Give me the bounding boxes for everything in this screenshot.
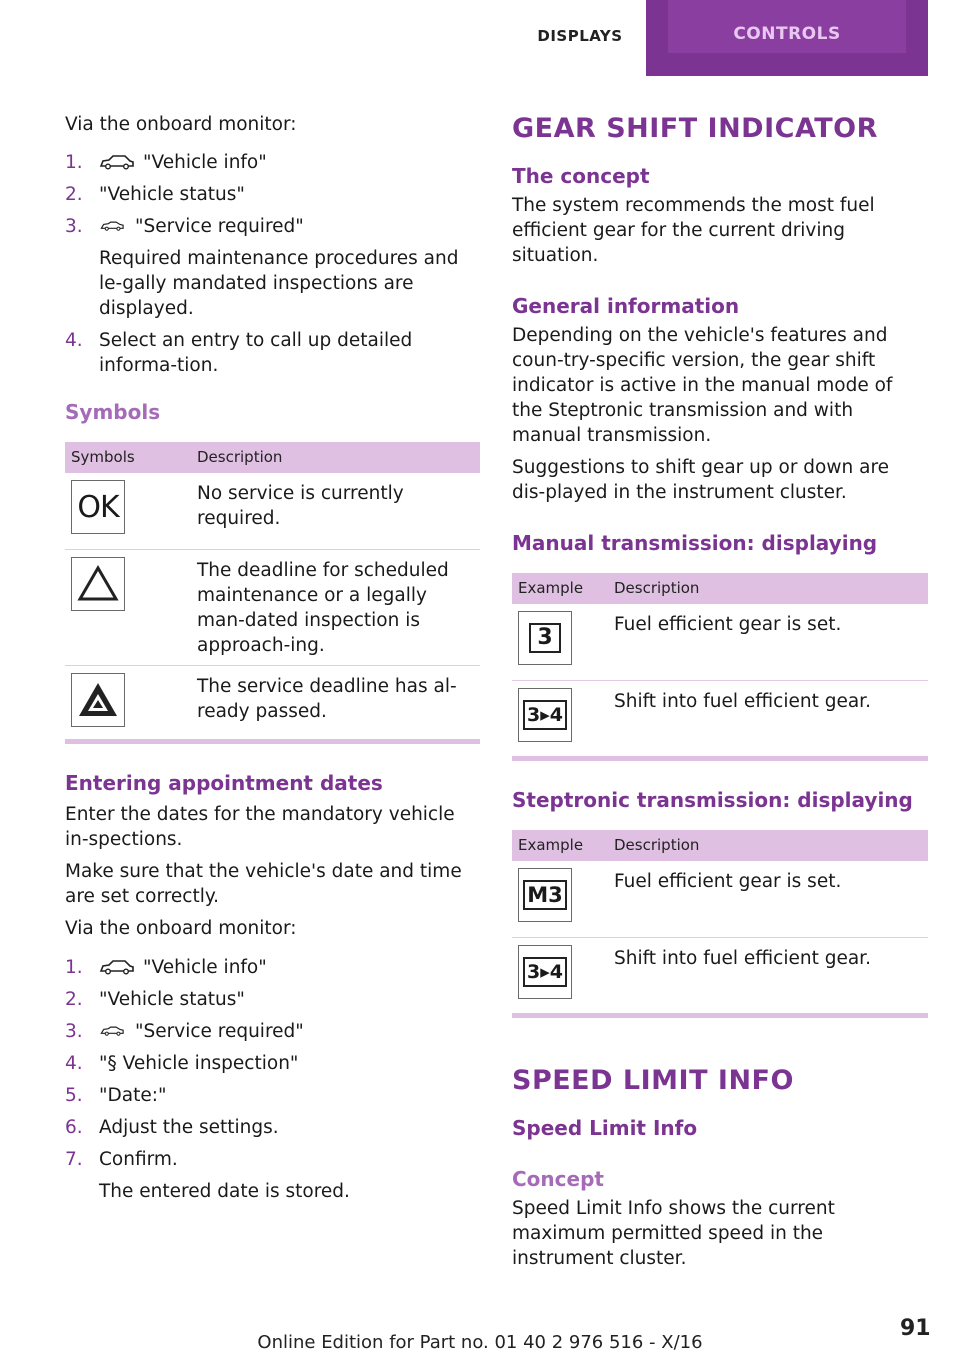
speed-limit-text: Speed Limit Info shows the current maximum permitted speed in the instrument cluster. [512, 1198, 835, 1269]
symbol-cell [65, 549, 191, 665]
example-cell [512, 861, 608, 937]
example-cell [512, 937, 608, 1013]
step-text: "Service required" [135, 216, 304, 237]
steptronic-table [512, 830, 928, 1013]
car-icon [99, 959, 135, 975]
step-text: Select an entry to call up detailed informa‐tion. [99, 330, 413, 376]
table-header-row [65, 442, 480, 473]
list-item [65, 328, 480, 378]
description-cell: Shift into fuel efficient gear. [614, 690, 871, 712]
left-column [65, 112, 480, 1211]
list-item [65, 1051, 480, 1076]
ok-icon: OK [71, 480, 125, 534]
intro-text: Via the onboard monitor: [65, 114, 297, 135]
list-item [65, 150, 480, 175]
description-cell: Fuel efficient gear is set. [608, 604, 928, 680]
table-row [65, 549, 480, 665]
appointment-paragraph: Enter the dates for the mandatory vehicle in‐spections. [65, 804, 455, 850]
column-header: Description [608, 830, 928, 861]
general-paragraph: Suggestions to shift gear up or down are dis‐played in the instrument cluster. [512, 457, 890, 503]
step-text: "§ Vehicle inspection" [99, 1053, 299, 1074]
column-header: Symbols [65, 442, 191, 473]
manual-table [512, 573, 928, 756]
step-number: 3. [65, 1021, 83, 1042]
list-item [65, 955, 480, 980]
gear-shift-title: GEAR SHIFT INDICATOR [512, 113, 878, 144]
speed-limit-heading: Speed Limit Info [512, 1116, 698, 1140]
gear-3-to-4-icon: 3▸4 [518, 688, 572, 742]
table-end-rule [65, 739, 480, 744]
table-end-rule [512, 1013, 928, 1018]
step-text: "Vehicle status" [99, 989, 245, 1010]
footer-edition: Online Edition for Part no. 01 40 2 976 516 - X/16 [257, 1332, 703, 1353]
step-number: 3. [65, 216, 83, 237]
gear-3-icon: 3 [518, 611, 572, 665]
description-cell: Fuel efficient gear is set. [608, 861, 928, 937]
list-item [65, 1147, 480, 1204]
manual-heading: Manual transmission: displaying [512, 531, 878, 555]
step-text: Confirm. [99, 1149, 178, 1170]
gear-m3-icon: M3 [518, 868, 572, 922]
service-icon [99, 218, 127, 234]
appointment-heading: Entering appointment dates [65, 771, 383, 795]
description-cell: The deadline for scheduled maintenance or a legally man‐dated inspection is approach‐ing. [191, 549, 480, 665]
gear-3-to-4-icon: 3▸4 [518, 945, 572, 999]
service-icon [99, 1023, 127, 1039]
step-text: "Vehicle info" [143, 957, 267, 978]
column-header: Example [512, 573, 608, 604]
table-row [512, 604, 928, 680]
header-tab-displays: DISPLAYS [537, 27, 623, 45]
table-row [512, 680, 928, 756]
list-item [65, 182, 480, 207]
step-text: "Service required" [135, 1021, 304, 1042]
table-row [65, 473, 480, 549]
column-header: Description [608, 573, 928, 604]
symbol-cell [65, 473, 191, 549]
description-cell: The service deadline has al‐ready passed. [197, 675, 457, 722]
example-cell [512, 680, 608, 756]
example-cell [512, 604, 608, 680]
table-row [512, 937, 928, 1013]
step-number: 7. [65, 1149, 83, 1170]
car-icon [99, 154, 135, 170]
appointment-paragraph: Make sure that the vehicle's date and time are set correctly. [65, 861, 462, 907]
general-heading: General information [512, 294, 740, 318]
speed-concept-heading: Concept [512, 1167, 604, 1191]
step-number: 2. [65, 184, 83, 205]
steps-list-2 [65, 955, 480, 1204]
table-header-row [512, 830, 928, 861]
step-text: "Vehicle status" [99, 184, 245, 205]
symbol-cell [65, 665, 191, 739]
concept-text: The system recommends the most fuel efficient gear for the current driving situation. [512, 195, 875, 266]
table-header-row [512, 573, 928, 604]
step-number: 1. [65, 957, 83, 978]
page-number: 91 [900, 1316, 931, 1341]
list-item [65, 214, 480, 321]
step-number: 1. [65, 152, 83, 173]
concept-heading: The concept [512, 164, 650, 188]
step-number: 2. [65, 989, 83, 1010]
list-item [65, 1019, 480, 1044]
steptronic-heading: Steptronic transmission: displaying [512, 788, 913, 812]
list-item [65, 1083, 480, 1108]
column-header: Example [512, 830, 608, 861]
general-paragraph: Depending on the vehicle's features and coun‐try-specific version, the gear shift indicator is active in the manual mode of the Steptronic transmission and with manual transmission. [512, 325, 893, 446]
step-number: 5. [65, 1085, 83, 1106]
step-text: Adjust the settings. [99, 1117, 279, 1138]
step-number: 6. [65, 1117, 83, 1138]
list-item [65, 1115, 480, 1140]
step-number: 4. [65, 1053, 83, 1074]
appointment-paragraph: Via the onboard monitor: [65, 918, 297, 939]
table-row [65, 665, 480, 739]
header-tab-controls: CONTROLS [668, 0, 906, 53]
symbols-heading: Symbols [65, 400, 161, 424]
right-column [512, 112, 928, 1271]
warning-triangle-icon [71, 557, 125, 611]
step-text: "Date:" [99, 1085, 167, 1106]
description-cell: No service is currently required. [191, 473, 480, 549]
table-row [512, 861, 928, 937]
overdue-triangle-icon [71, 673, 125, 727]
step-text: "Vehicle info" [143, 152, 267, 173]
table-end-rule [512, 756, 928, 761]
steps-list-1 [65, 150, 480, 378]
column-header: Description [191, 442, 480, 473]
description-cell: Shift into fuel efficient gear. [614, 947, 871, 969]
list-item [65, 987, 480, 1012]
header-controls-block [646, 0, 928, 76]
step-subtext: The entered date is stored. [99, 1181, 350, 1202]
step-subtext: Required maintenance procedures and le‐gally mandated inspections are displayed. [99, 248, 459, 319]
speed-limit-title: SPEED LIMIT INFO [512, 1065, 794, 1096]
step-number: 4. [65, 330, 83, 351]
symbols-table [65, 442, 480, 739]
